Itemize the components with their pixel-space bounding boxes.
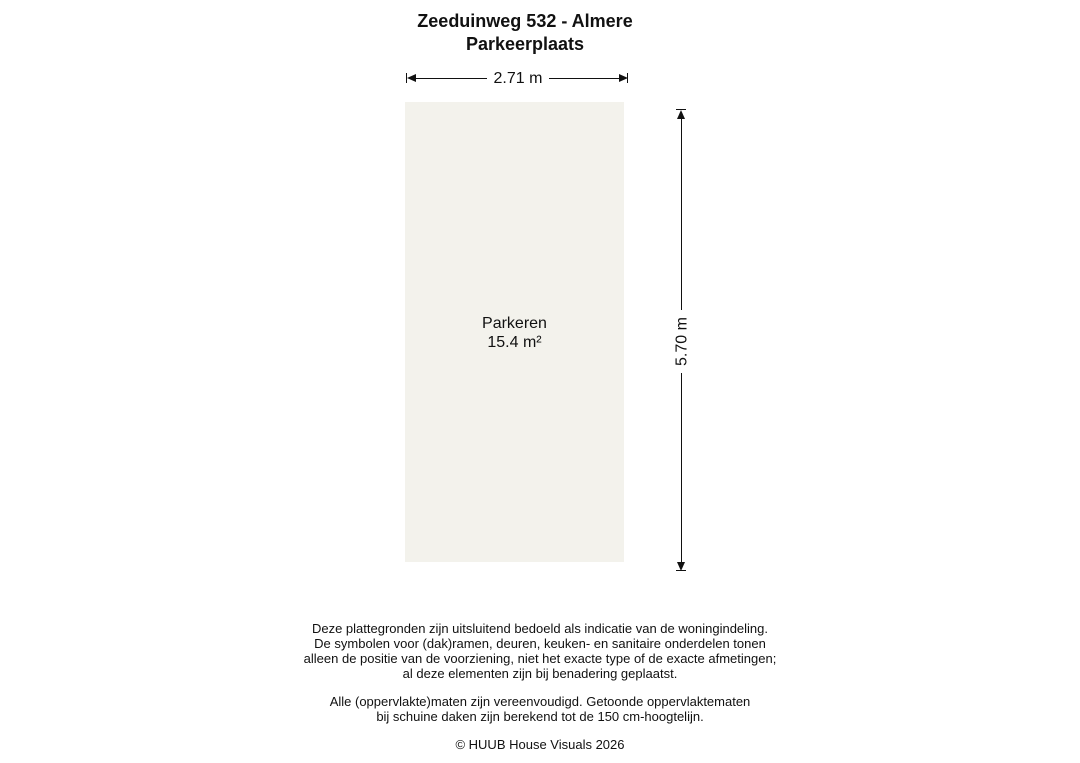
length-dimension-line-top xyxy=(681,113,682,310)
plan-floor-title: Parkeerplaats xyxy=(465,34,585,54)
length-dimension-label: 5.70 m xyxy=(673,317,691,366)
plan-address-title: Zeeduinweg 532 - Almere xyxy=(417,11,633,31)
length-dimension-end-tick xyxy=(676,570,686,571)
copyright-notice: © HUUB House Visuals 2026 xyxy=(455,737,625,752)
disclaimer-line: alleen de positie van de voorziening, niet het exacte type of de exacte afmetingen; xyxy=(303,651,777,666)
length-dimension-line-bottom xyxy=(681,373,682,568)
disclaimer-line: al deze elementen zijn bij benadering geplaatst. xyxy=(402,666,678,681)
width-dimension-label: 2.71 m xyxy=(493,70,543,87)
room-parkeren xyxy=(405,102,624,562)
disclaimer-paragraph-1 xyxy=(0,621,1080,681)
disclaimer-line: Alle (oppervlakte)maten zijn vereenvoudigd. Getoonde oppervlaktematen xyxy=(329,694,751,709)
disclaimer-line: bij schuine daken zijn berekend tot de 150 cm-hoogtelijn. xyxy=(376,709,704,724)
disclaimer-paragraph-2 xyxy=(0,694,1080,724)
room-area: 15.4 m² xyxy=(487,334,542,351)
width-dimension-end-tick xyxy=(627,73,628,83)
disclaimer-line: Deze plattegronden zijn uitsluitend bedoeld als indicatie van de woningindeling. xyxy=(311,621,769,636)
room-name: Parkeren xyxy=(482,315,547,332)
width-dimension-line-left xyxy=(410,78,487,79)
width-dimension-line-right xyxy=(549,78,624,79)
disclaimer-line: De symbolen voor (dak)ramen, deuren, keuken- en sanitaire onderdelen tonen xyxy=(314,636,766,651)
